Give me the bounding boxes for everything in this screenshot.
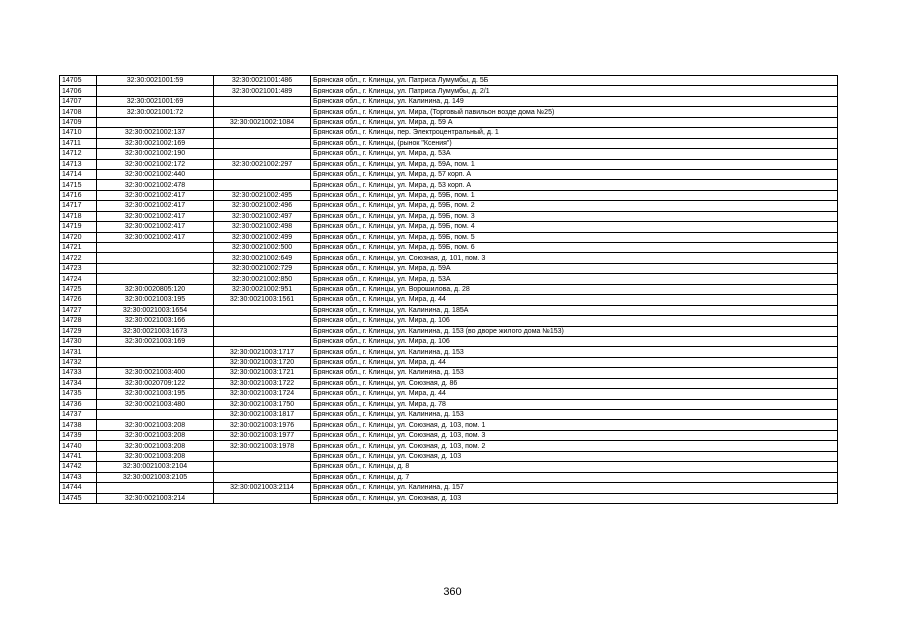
row-number-cell: 14739 bbox=[60, 430, 97, 440]
cadastral-number-cell: 32:30:0021003:1654 bbox=[97, 305, 214, 315]
address-cell: Брянская обл., г. Клинцы, ул. Калинина, д. 157 bbox=[311, 483, 838, 493]
object-cadastral-number-cell: 32:30:0021002:1084 bbox=[214, 117, 311, 127]
row-number-cell: 14718 bbox=[60, 211, 97, 221]
cadastral-number-cell: 32:30:0020709:122 bbox=[97, 378, 214, 388]
cadastral-number-cell: 32:30:0021002:172 bbox=[97, 159, 214, 169]
cadastral-number-cell: 32:30:0021003:195 bbox=[97, 295, 214, 305]
cadastral-number-cell: 32:30:0021003:166 bbox=[97, 316, 214, 326]
object-cadastral-number-cell: 32:30:0021003:1750 bbox=[214, 399, 311, 409]
table-row bbox=[60, 253, 838, 263]
table-row bbox=[60, 483, 838, 493]
object-cadastral-number-cell: 32:30:0021003:1721 bbox=[214, 368, 311, 378]
object-cadastral-number-cell: 32:30:0021003:2114 bbox=[214, 483, 311, 493]
object-cadastral-number-cell: 32:30:0021002:499 bbox=[214, 232, 311, 242]
address-cell: Брянская обл., г. Клинцы, ул. Мира, д. 59Б, пом. 2 bbox=[311, 201, 838, 211]
cadastral-number-cell: 32:30:0021002:169 bbox=[97, 138, 214, 148]
object-cadastral-number-cell bbox=[214, 326, 311, 336]
object-cadastral-number-cell: 32:30:0021003:1724 bbox=[214, 389, 311, 399]
row-number-cell: 14724 bbox=[60, 274, 97, 284]
row-number-cell: 14705 bbox=[60, 76, 97, 86]
row-number-cell: 14742 bbox=[60, 462, 97, 472]
row-number-cell: 14733 bbox=[60, 368, 97, 378]
cadastral-number-cell: 32:30:0021003:2104 bbox=[97, 462, 214, 472]
row-number-cell: 14727 bbox=[60, 305, 97, 315]
cadastral-number-cell: 32:30:0021002:190 bbox=[97, 149, 214, 159]
table-row bbox=[60, 222, 838, 232]
table-row bbox=[60, 316, 838, 326]
object-cadastral-number-cell: 32:30:0021003:1561 bbox=[214, 295, 311, 305]
table-row bbox=[60, 211, 838, 221]
table-row bbox=[60, 243, 838, 253]
object-cadastral-number-cell: 32:30:0021002:850 bbox=[214, 274, 311, 284]
address-cell: Брянская обл., г. Клинцы, ул. Мира, д. 78 bbox=[311, 399, 838, 409]
row-number-cell: 14731 bbox=[60, 347, 97, 357]
address-cell: Брянская обл., г. Клинцы, ул. Мира, (Торговый павильон возде дома №25) bbox=[311, 107, 838, 117]
address-cell: Брянская обл., г. Клинцы, ул. Союзная, д. 103 bbox=[311, 451, 838, 461]
address-cell: Брянская обл., г. Клинцы, (рынок "Ксения") bbox=[311, 138, 838, 148]
address-cell: Брянская обл., г. Клинцы, ул. Мира, д. 53А bbox=[311, 149, 838, 159]
address-cell: Брянская обл., г. Клинцы, ул. Мира, д. 59А, пом. 1 bbox=[311, 159, 838, 169]
row-number-cell: 14717 bbox=[60, 201, 97, 211]
row-number-cell: 14719 bbox=[60, 222, 97, 232]
address-cell: Брянская обл., г. Клинцы, ул. Мира, д. 53 корп. А bbox=[311, 180, 838, 190]
row-number-cell: 14706 bbox=[60, 86, 97, 96]
address-cell: Брянская обл., г. Клинцы, ул. Мира, д. 59 А bbox=[311, 117, 838, 127]
table-row bbox=[60, 159, 838, 169]
object-cadastral-number-cell: 32:30:0021002:496 bbox=[214, 201, 311, 211]
address-cell: Брянская обл., г. Клинцы, ул. Мира, д. 106 bbox=[311, 336, 838, 346]
address-cell: Брянская обл., г. Клинцы, ул. Патриса Лумумбы, д. 5Б bbox=[311, 76, 838, 86]
address-cell: Брянская обл., г. Клинцы, ул. Мира, д. 44 bbox=[311, 295, 838, 305]
object-cadastral-number-cell bbox=[214, 462, 311, 472]
table-row bbox=[60, 420, 838, 430]
row-number-cell: 14738 bbox=[60, 420, 97, 430]
row-number-cell: 14716 bbox=[60, 190, 97, 200]
cadastral-number-cell bbox=[97, 253, 214, 263]
object-cadastral-number-cell bbox=[214, 336, 311, 346]
row-number-cell: 14732 bbox=[60, 357, 97, 367]
table-row bbox=[60, 305, 838, 315]
cadastral-number-cell bbox=[97, 347, 214, 357]
object-cadastral-number-cell bbox=[214, 128, 311, 138]
address-cell: Брянская обл., г. Клинцы, ул. Мира, д. 59Б, пом. 6 bbox=[311, 243, 838, 253]
cadastral-number-cell bbox=[97, 86, 214, 96]
object-cadastral-number-cell: 32:30:0021003:1717 bbox=[214, 347, 311, 357]
cadastral-number-cell: 32:30:0021003:400 bbox=[97, 368, 214, 378]
object-cadastral-number-cell: 32:30:0021001:486 bbox=[214, 76, 311, 86]
table-row bbox=[60, 107, 838, 117]
cadastral-number-cell bbox=[97, 117, 214, 127]
row-number-cell: 14745 bbox=[60, 493, 97, 503]
row-number-cell: 14722 bbox=[60, 253, 97, 263]
address-cell: Брянская обл., г. Клинцы, ул. Мира, д. 59Б, пом. 5 bbox=[311, 232, 838, 242]
table-row bbox=[60, 232, 838, 242]
cadastral-number-cell bbox=[97, 483, 214, 493]
cadastral-number-cell: 32:30:0021002:417 bbox=[97, 211, 214, 221]
object-cadastral-number-cell bbox=[214, 316, 311, 326]
table-row bbox=[60, 128, 838, 138]
cadastral-number-cell: 32:30:0021001:72 bbox=[97, 107, 214, 117]
cadastral-number-cell: 32:30:0021001:59 bbox=[97, 76, 214, 86]
cadastral-number-cell: 32:30:0021003:1673 bbox=[97, 326, 214, 336]
address-cell: Брянская обл., г. Клинцы, ул. Мира, д. 59Б, пом. 4 bbox=[311, 222, 838, 232]
row-number-cell: 14744 bbox=[60, 483, 97, 493]
table-row bbox=[60, 326, 838, 336]
address-cell: Брянская обл., г. Клинцы, ул. Калинина, д. 185А bbox=[311, 305, 838, 315]
address-cell: Брянская обл., г. Клинцы, ул. Калинина, д. 149 bbox=[311, 96, 838, 106]
object-cadastral-number-cell: 32:30:0021002:297 bbox=[214, 159, 311, 169]
object-cadastral-number-cell: 32:30:0021002:495 bbox=[214, 190, 311, 200]
object-cadastral-number-cell: 32:30:0021002:498 bbox=[214, 222, 311, 232]
registry-table-body bbox=[60, 76, 838, 504]
cadastral-number-cell: 32:30:0021002:417 bbox=[97, 232, 214, 242]
cadastral-number-cell bbox=[97, 263, 214, 273]
cadastral-number-cell: 32:30:0021003:208 bbox=[97, 430, 214, 440]
object-cadastral-number-cell: 32:30:0021002:729 bbox=[214, 263, 311, 273]
table-row bbox=[60, 441, 838, 451]
object-cadastral-number-cell bbox=[214, 149, 311, 159]
row-number-cell: 14741 bbox=[60, 451, 97, 461]
cadastral-number-cell: 32:30:0021003:480 bbox=[97, 399, 214, 409]
registry-table bbox=[59, 75, 838, 504]
cadastral-number-cell bbox=[97, 410, 214, 420]
table-row bbox=[60, 399, 838, 409]
cadastral-number-cell: 32:30:0021003:2105 bbox=[97, 472, 214, 482]
table-row bbox=[60, 274, 838, 284]
table-row bbox=[60, 378, 838, 388]
address-cell: Брянская обл., г. Клинцы, ул. Калинина, д. 153 (во дворе жилого дома №153) bbox=[311, 326, 838, 336]
address-cell: Брянская обл., г. Клинцы, д. 8 bbox=[311, 462, 838, 472]
address-cell: Брянская обл., г. Клинцы, ул. Мира, д. 44 bbox=[311, 357, 838, 367]
row-number-cell: 14726 bbox=[60, 295, 97, 305]
object-cadastral-number-cell: 32:30:0021002:951 bbox=[214, 284, 311, 294]
row-number-cell: 14711 bbox=[60, 138, 97, 148]
cadastral-number-cell: 32:30:0021003:208 bbox=[97, 420, 214, 430]
object-cadastral-number-cell: 32:30:0021003:1976 bbox=[214, 420, 311, 430]
table-row bbox=[60, 86, 838, 96]
object-cadastral-number-cell bbox=[214, 96, 311, 106]
table-row bbox=[60, 117, 838, 127]
address-cell: Брянская обл., г. Клинцы, ул. Мира, д. 44 bbox=[311, 389, 838, 399]
cadastral-number-cell: 32:30:0021002:440 bbox=[97, 169, 214, 179]
table-row bbox=[60, 336, 838, 346]
object-cadastral-number-cell: 32:30:0021003:1977 bbox=[214, 430, 311, 440]
object-cadastral-number-cell bbox=[214, 472, 311, 482]
row-number-cell: 14723 bbox=[60, 263, 97, 273]
row-number-cell: 14715 bbox=[60, 180, 97, 190]
row-number-cell: 14707 bbox=[60, 96, 97, 106]
table-row bbox=[60, 410, 838, 420]
address-cell: Брянская обл., г. Клинцы, ул. Мира, д. 106 bbox=[311, 316, 838, 326]
address-cell: Брянская обл., г. Клинцы, ул. Союзная, д. 101, пом. 3 bbox=[311, 253, 838, 263]
row-number-cell: 14725 bbox=[60, 284, 97, 294]
row-number-cell: 14734 bbox=[60, 378, 97, 388]
address-cell: Брянская обл., г. Клинцы, ул. Мира, д. 53А bbox=[311, 274, 838, 284]
table-row bbox=[60, 451, 838, 461]
cadastral-number-cell bbox=[97, 274, 214, 284]
row-number-cell: 14735 bbox=[60, 389, 97, 399]
cadastral-number-cell: 32:30:0021002:417 bbox=[97, 222, 214, 232]
cadastral-number-cell: 32:30:0021003:195 bbox=[97, 389, 214, 399]
object-cadastral-number-cell bbox=[214, 305, 311, 315]
cadastral-number-cell: 32:30:0021003:208 bbox=[97, 451, 214, 461]
address-cell: Брянская обл., г. Клинцы, ул. Союзная, д. 103 bbox=[311, 493, 838, 503]
cadastral-number-cell: 32:30:0021002:417 bbox=[97, 190, 214, 200]
address-cell: Брянская обл., г. Клинцы, ул. Мира, д. 59Б, пом. 3 bbox=[311, 211, 838, 221]
address-cell: Брянская обл., г. Клинцы, ул. Мира, д. 59Б, пом. 1 bbox=[311, 190, 838, 200]
page-number: 360 bbox=[443, 586, 462, 598]
object-cadastral-number-cell: 32:30:0021003:1722 bbox=[214, 378, 311, 388]
table-row bbox=[60, 347, 838, 357]
object-cadastral-number-cell: 32:30:0021003:1720 bbox=[214, 357, 311, 367]
object-cadastral-number-cell bbox=[214, 180, 311, 190]
table-row bbox=[60, 201, 838, 211]
table-row bbox=[60, 462, 838, 472]
table-row bbox=[60, 430, 838, 440]
address-cell: Брянская обл., г. Клинцы, пер. Электроцентральный, д. 1 bbox=[311, 128, 838, 138]
row-number-cell: 14713 bbox=[60, 159, 97, 169]
row-number-cell: 14712 bbox=[60, 149, 97, 159]
address-cell: Брянская обл., г. Клинцы, ул. Калинина, д. 153 bbox=[311, 410, 838, 420]
cadastral-number-cell: 32:30:0020805:120 bbox=[97, 284, 214, 294]
object-cadastral-number-cell bbox=[214, 169, 311, 179]
row-number-cell: 14708 bbox=[60, 107, 97, 117]
table-row bbox=[60, 284, 838, 294]
address-cell: Брянская обл., г. Клинцы, ул. Патриса Лумумбы, д. 2/1 bbox=[311, 86, 838, 96]
row-number-cell: 14737 bbox=[60, 410, 97, 420]
row-number-cell: 14720 bbox=[60, 232, 97, 242]
cadastral-number-cell: 32:30:0021003:214 bbox=[97, 493, 214, 503]
table-row bbox=[60, 263, 838, 273]
object-cadastral-number-cell: 32:30:0021002:497 bbox=[214, 211, 311, 221]
table-row bbox=[60, 493, 838, 503]
cadastral-number-cell bbox=[97, 243, 214, 253]
row-number-cell: 14736 bbox=[60, 399, 97, 409]
cadastral-number-cell: 32:30:0021002:478 bbox=[97, 180, 214, 190]
table-row bbox=[60, 149, 838, 159]
object-cadastral-number-cell bbox=[214, 107, 311, 117]
cadastral-number-cell: 32:30:0021003:208 bbox=[97, 441, 214, 451]
cadastral-number-cell: 32:30:0021001:69 bbox=[97, 96, 214, 106]
row-number-cell: 14730 bbox=[60, 336, 97, 346]
address-cell: Брянская обл., г. Клинцы, ул. Союзная, д. 103, пом. 1 bbox=[311, 420, 838, 430]
object-cadastral-number-cell bbox=[214, 138, 311, 148]
row-number-cell: 14728 bbox=[60, 316, 97, 326]
table-row bbox=[60, 368, 838, 378]
row-number-cell: 14710 bbox=[60, 128, 97, 138]
object-cadastral-number-cell: 32:30:0021002:649 bbox=[214, 253, 311, 263]
row-number-cell: 14714 bbox=[60, 169, 97, 179]
table-row bbox=[60, 138, 838, 148]
cadastral-number-cell: 32:30:0021002:137 bbox=[97, 128, 214, 138]
address-cell: Брянская обл., г. Клинцы, д. 7 bbox=[311, 472, 838, 482]
address-cell: Брянская обл., г. Клинцы, ул. Ворошилова, д. 28 bbox=[311, 284, 838, 294]
row-number-cell: 14740 bbox=[60, 441, 97, 451]
table-row bbox=[60, 96, 838, 106]
cadastral-number-cell bbox=[97, 357, 214, 367]
row-number-cell: 14729 bbox=[60, 326, 97, 336]
address-cell: Брянская обл., г. Клинцы, ул. Мира, д. 59А bbox=[311, 263, 838, 273]
cadastral-number-cell: 32:30:0021002:417 bbox=[97, 201, 214, 211]
object-cadastral-number-cell: 32:30:0021001:489 bbox=[214, 86, 311, 96]
address-cell: Брянская обл., г. Клинцы, ул. Калинина, д. 153 bbox=[311, 368, 838, 378]
object-cadastral-number-cell: 32:30:0021003:1817 bbox=[214, 410, 311, 420]
row-number-cell: 14743 bbox=[60, 472, 97, 482]
address-cell: Брянская обл., г. Клинцы, ул. Союзная, д. 86 bbox=[311, 378, 838, 388]
table-row bbox=[60, 357, 838, 367]
row-number-cell: 14721 bbox=[60, 243, 97, 253]
table-row bbox=[60, 180, 838, 190]
object-cadastral-number-cell: 32:30:0021003:1978 bbox=[214, 441, 311, 451]
table-row bbox=[60, 169, 838, 179]
address-cell: Брянская обл., г. Клинцы, ул. Калинина, д. 153 bbox=[311, 347, 838, 357]
table-row bbox=[60, 190, 838, 200]
table-row bbox=[60, 472, 838, 482]
object-cadastral-number-cell: 32:30:0021002:500 bbox=[214, 243, 311, 253]
address-cell: Брянская обл., г. Клинцы, ул. Союзная, д. 103, пом. 3 bbox=[311, 430, 838, 440]
table-row bbox=[60, 389, 838, 399]
object-cadastral-number-cell bbox=[214, 451, 311, 461]
table-row bbox=[60, 295, 838, 305]
address-cell: Брянская обл., г. Клинцы, ул. Мира, д. 57 корп. А bbox=[311, 169, 838, 179]
address-cell: Брянская обл., г. Клинцы, ул. Союзная, д. 103, пом. 2 bbox=[311, 441, 838, 451]
cadastral-number-cell: 32:30:0021003:169 bbox=[97, 336, 214, 346]
table-row bbox=[60, 76, 838, 86]
object-cadastral-number-cell bbox=[214, 493, 311, 503]
row-number-cell: 14709 bbox=[60, 117, 97, 127]
